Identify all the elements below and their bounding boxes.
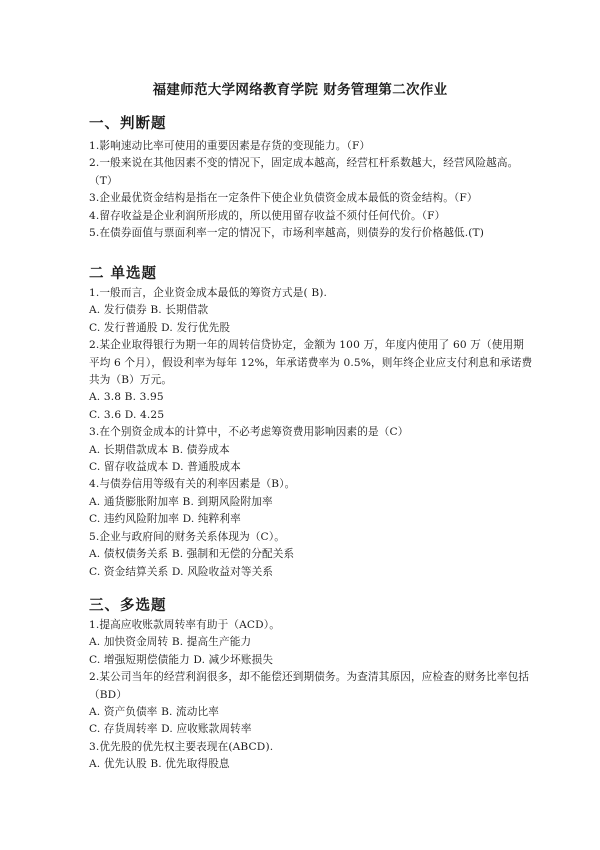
option-line: C. 留存收益成本 D. 普通股成本 <box>89 461 241 474</box>
option-line: A. 优先认股 B. 优先取得股息 <box>89 758 230 771</box>
option-line: A. 通货膨胀附加率 B. 到期风险附加率 <box>89 495 273 508</box>
option-line: C. 资金结算关系 D. 风险收益对等关系 <box>89 565 274 578</box>
question-line: 1.影响速动比率可使用的重要因素是存货的变现能力。（F） <box>89 140 371 152</box>
question-line: 2.某企业取得银行为期一年的周转信贷协定，金额为 100 万，年度内使用了 60 万（使用期 <box>89 339 524 352</box>
question-line: 3.优先股的优先权主要表现在(ABCD). <box>89 740 274 753</box>
question-line: 4.与债券信用等级有关的利率因素是（B）。 <box>89 478 296 491</box>
option-line: A. 债权债务关系 B. 强制和无偿的分配关系 <box>89 548 295 561</box>
option-line: A. 资产负债率 B. 流动比率 <box>89 706 220 719</box>
question-line: 1.提高应收账款周转率有助于（ACD）。 <box>89 619 280 631</box>
section-multi-choice-lines <box>89 617 529 774</box>
option-line: A. 3.8 B. 3.95 <box>89 391 164 404</box>
section-judgment-lines <box>89 138 529 242</box>
question-line: （BD） <box>89 688 128 701</box>
question-line: 4.留存收益是企业利润所形成的，所以使用留存收益不须付任何代价。（F） <box>89 209 446 222</box>
option-line: A. 加快资金周转 B. 提高生产能力 <box>89 636 252 649</box>
option-line: C. 增强短期偿债能力 D. 减少坏账损失 <box>89 653 274 666</box>
question-line: 3.企业最优资金结构是指在一定条件下使企业负债资金成本最低的资金结构。（F） <box>89 192 478 205</box>
question-line: 5.在债券面值与票面利率一定的情况下，市场利率越高，则债券的发行价格越低.(T) <box>89 227 484 240</box>
question-line: 5.企业与政府间的财务关系体现为（C）。 <box>89 530 286 543</box>
question-line: 3.在个别资金成本的计算中，不必考虑筹资费用影响因素的是（C） <box>89 426 409 439</box>
section-heading-single-choice: 二 单选题 <box>89 266 158 282</box>
document-title: 福建师范大学网络教育学院 财务管理第二次作业 <box>152 82 448 98</box>
question-line: 2.一般来说在其他因素不变的情况下，固定成本越高，经营杠杆系数越大，经营风险越高。 <box>89 157 519 170</box>
question-line: （T） <box>89 174 118 187</box>
question-line: 1.一般而言，企业资金成本最低的筹资方式是( B). <box>89 287 328 299</box>
section-single-choice-lines <box>89 285 533 581</box>
question-line: 2.某公司当年的经营利润很多，却不能偿还到期债务。为查清其原因，应检查的财务比率包括 <box>89 671 530 684</box>
option-line: C. 违约风险附加率 D. 纯粹利率 <box>89 513 241 526</box>
option-line: A. 发行债券 B. 长期借款 <box>89 304 209 317</box>
option-line: C. 发行普通股 D. 发行优先股 <box>89 321 231 334</box>
option-line: C. 3.6 D. 4.25 <box>89 408 165 421</box>
question-line: 平均 6 个月），假设利率为每年 12%，年承诺费率为 0.5%，则年终企业应支付利息和承诺费 <box>89 356 533 369</box>
section-heading-judgment: 一、判断题 <box>89 116 167 132</box>
question-line: 共为（B）万元。 <box>89 374 173 387</box>
section-heading-multi-choice: 三、多选题 <box>89 598 167 614</box>
option-line: A. 长期借款成本 B. 债券成本 <box>89 443 230 456</box>
option-line: C. 存货周转率 D. 应收账款周转率 <box>89 723 252 736</box>
